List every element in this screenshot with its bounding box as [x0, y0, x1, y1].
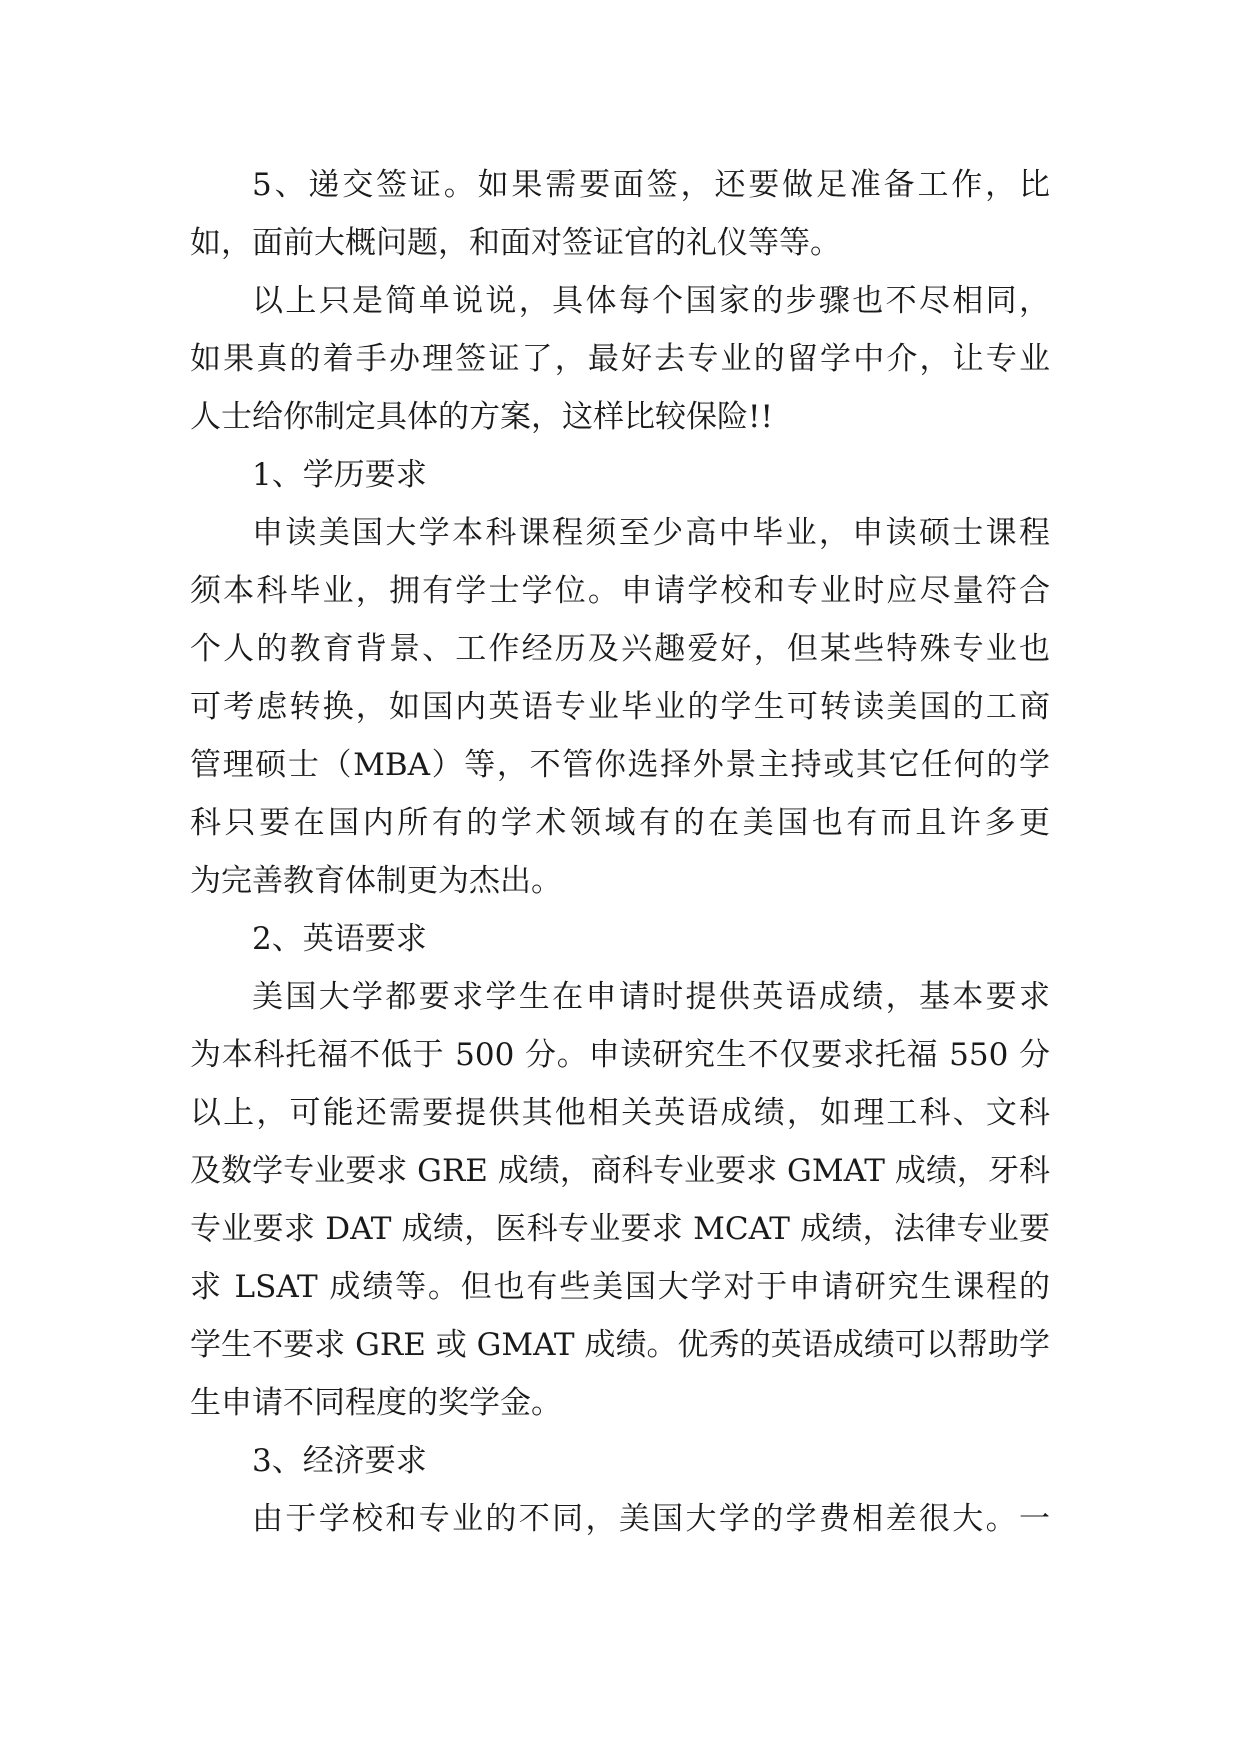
paragraph-line: 为本科托福不低于 500 分。申读研究生不仅要求托福 550 分 [190, 1037, 1050, 1073]
paragraph-line: 5、递交签证。如果需要面签，还要做足准备工作，比 [252, 167, 1050, 203]
paragraph-line: 专业要求 DAT 成绩，医科专业要求 MCAT 成绩，法律专业要 [190, 1211, 1050, 1247]
paragraph-line: 以上只是简单说说，具体每个国家的步骤也不尽相同， [252, 283, 1050, 319]
paragraph-line: 申读美国大学本科课程须至少高中毕业，申读硕士课程 [252, 515, 1050, 551]
paragraph-line: 可考虑转换，如国内英语专业毕业的学生可转读美国的工商 [190, 689, 1050, 725]
paragraph-line: 管理硕士（MBA）等，不管你选择外景主持或其它任何的学 [190, 747, 1050, 783]
section-heading: 3、经济要求 [252, 1443, 427, 1479]
paragraph-line: 人士给你制定具体的方案，这样比较保险!! [190, 399, 773, 435]
paragraph-line: 美国大学都要求学生在申请时提供英语成绩，基本要求 [252, 979, 1050, 1015]
paragraph-line: 为完善教育体制更为杰出。 [190, 863, 562, 899]
paragraph-line: 及数学专业要求 GRE 成绩，商科专业要求 GMAT 成绩，牙科 [190, 1153, 1050, 1189]
paragraph-line: 生申请不同程度的奖学金。 [190, 1385, 562, 1421]
section-heading: 1、学历要求 [252, 457, 427, 493]
paragraph-line: 如，面前大概问题，和面对签证官的礼仪等等。 [190, 225, 841, 261]
paragraph-line: 学生不要求 GRE 或 GMAT 成绩。优秀的英语成绩可以帮助学 [190, 1327, 1050, 1363]
paragraph-line: 求 LSAT 成绩等。但也有些美国大学对于申请研究生课程的 [190, 1269, 1050, 1305]
paragraph-line: 须本科毕业，拥有学士学位。申请学校和专业时应尽量符合 [190, 573, 1050, 609]
paragraph-line: 科只要在国内所有的学术领域有的在美国也有而且许多更 [190, 805, 1050, 841]
section-heading: 2、英语要求 [252, 921, 427, 957]
paragraph-line: 以上，可能还需要提供其他相关英语成绩，如理工科、文科 [190, 1095, 1050, 1131]
paragraph-line: 个人的教育背景、工作经历及兴趣爱好，但某些特殊专业也 [190, 631, 1050, 667]
paragraph-line: 如果真的着手办理签证了，最好去专业的留学中介，让专业 [190, 341, 1050, 377]
paragraph-line: 由于学校和专业的不同，美国大学的学费相差很大。一 [252, 1501, 1050, 1537]
